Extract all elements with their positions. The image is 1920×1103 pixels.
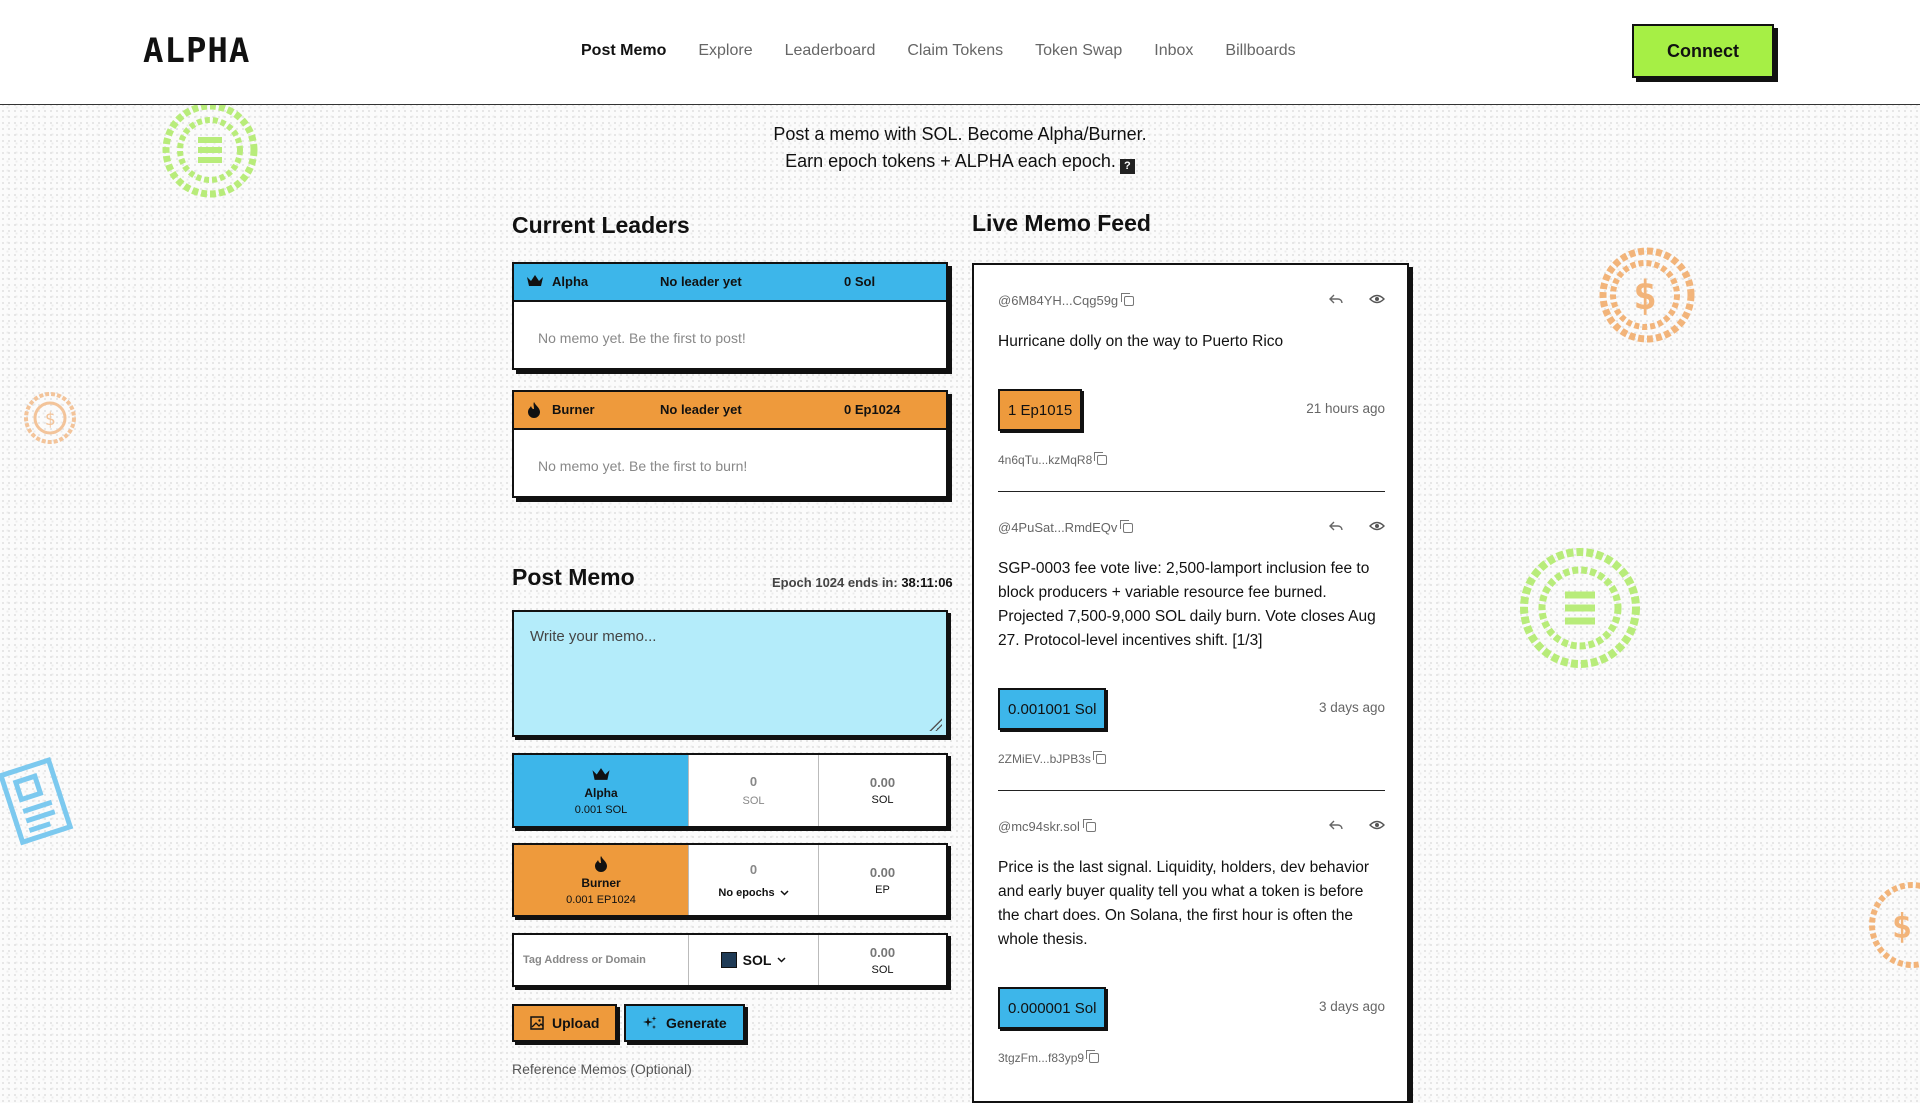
- post-author[interactable]: [998, 819, 1096, 834]
- nav-post-memo[interactable]: Post Memo: [581, 42, 667, 59]
- burner-min-amount: 0.001 EP1024: [566, 893, 636, 906]
- post-signature-value: 4n6qTu...kzMqR8: [998, 453, 1093, 467]
- alpha-total-unit: SOL: [871, 794, 894, 806]
- upload-button[interactable]: [512, 1004, 617, 1042]
- edge-orange-coin-icon: [1862, 880, 1920, 970]
- memo-placeholder: Write your memo...: [530, 628, 657, 645]
- burner-mode-label: Burner: [581, 875, 621, 890]
- tag-row: [512, 933, 948, 987]
- eye-icon[interactable]: [1369, 293, 1385, 305]
- nav-claim-tokens[interactable]: Claim Tokens: [907, 42, 1004, 59]
- burner-total-unit: EP: [875, 883, 890, 896]
- post-text: Hurricane dolly on the way to Puerto Rico: [998, 333, 1284, 350]
- svg-text:$: $: [1891, 907, 1913, 947]
- svg-text:$: $: [44, 409, 56, 430]
- main-nav: [581, 42, 1296, 60]
- orange-dollar-coin-icon: [1595, 245, 1705, 345]
- burner-total-value: 0.00: [869, 864, 896, 880]
- generate-button[interactable]: [624, 1004, 745, 1042]
- epochs-dropdown-label: No epochs: [718, 886, 775, 899]
- reference-memos-label: Reference Memos (Optional): [512, 1061, 692, 1077]
- tag-total: [819, 935, 946, 985]
- alpha-total: [819, 755, 946, 826]
- burner-amount-input[interactable]: [689, 845, 819, 915]
- large-green-coin-icon: [1515, 543, 1645, 673]
- eye-icon[interactable]: [1369, 520, 1385, 532]
- post-amount-badge: 1 Ep1015: [998, 389, 1082, 431]
- post-amount-badge: 0.001001 Sol: [998, 688, 1106, 730]
- chevron-down-icon: [780, 890, 789, 896]
- alpha-mode-label: Alpha: [584, 785, 618, 800]
- copy-icon[interactable]: [1096, 754, 1106, 764]
- nav-explore[interactable]: Explore: [698, 42, 753, 59]
- alpha-logo[interactable]: ALPHA: [143, 31, 251, 71]
- post-signature[interactable]: [998, 453, 1107, 467]
- blue-receipt-icon: [0, 750, 80, 860]
- post-signature-value: 3tgzFm...f83yp9: [998, 1051, 1085, 1065]
- alpha-leader-bar: [514, 264, 946, 302]
- nav-inbox[interactable]: Inbox: [1154, 42, 1194, 59]
- post-time: 3 days ago: [1318, 700, 1385, 715]
- burner-leader-card: [512, 390, 948, 498]
- burner-leader-amount: 0 Ep1024: [844, 402, 901, 417]
- alpha-leader-status: No leader yet: [660, 274, 742, 289]
- burner-mode-button[interactable]: [514, 845, 689, 915]
- post-signature[interactable]: [998, 1051, 1099, 1065]
- chevron-down-icon: [777, 957, 786, 963]
- post-amount-badge: 0.000001 Sol: [998, 987, 1106, 1029]
- copy-icon[interactable]: [1123, 523, 1133, 533]
- burner-leader-status: No leader yet: [660, 402, 742, 417]
- alpha-leader-amount: 0 Sol: [844, 274, 876, 289]
- resize-grip-icon[interactable]: [928, 717, 942, 731]
- reply-icon[interactable]: [1329, 293, 1343, 305]
- alpha-leader-card: [512, 262, 948, 370]
- alpha-mode-button[interactable]: [514, 755, 689, 826]
- help-icon[interactable]: ?: [1120, 159, 1135, 174]
- post-memo-title: Post Memo: [512, 564, 635, 590]
- nav-billboards[interactable]: Billboards: [1225, 42, 1296, 59]
- alpha-total-value: 0.00: [869, 775, 896, 790]
- tagline-line1: Post a memo with SOL. Become Alpha/Burner.: [773, 124, 1147, 144]
- post-author-handle: @6M84YH...Cqg59g: [998, 293, 1119, 308]
- upload-label: Upload: [552, 1015, 600, 1031]
- post-time: 3 days ago: [1318, 999, 1385, 1014]
- alpha-label: Alpha: [552, 274, 589, 289]
- epoch-countdown: [772, 575, 953, 590]
- copy-icon[interactable]: [1097, 455, 1107, 465]
- green-coin-icon: [160, 100, 260, 200]
- tagline-line2: [0, 151, 1920, 174]
- sol-token-icon: [721, 952, 737, 968]
- post-author[interactable]: [998, 520, 1133, 535]
- post-signature-value: 2ZMiEV...bJPB3s: [998, 752, 1091, 766]
- svg-text:$: $: [1632, 273, 1658, 319]
- memo-feed[interactable]: [972, 263, 1409, 1103]
- flame-icon: [526, 401, 542, 419]
- burner-label: Burner: [552, 402, 595, 417]
- alpha-amount-input[interactable]: [689, 755, 819, 826]
- post-actions: [1329, 520, 1385, 532]
- post-actions: [1329, 819, 1385, 831]
- alpha-leader-memo: No memo yet. Be the first to post!: [538, 330, 746, 346]
- post-text: SGP-0003 fee vote live: 2,500-lamport inclusion fee to block producers + variable resource fee burned. Projected 7,500-9,000 SOL daily burn. Vote closes Aug 27. Protocol-level incentives shift. [1/3]: [998, 560, 1376, 649]
- tag-total-value: 0.00: [869, 944, 896, 960]
- copy-icon[interactable]: [1086, 822, 1096, 832]
- post-signature[interactable]: [998, 752, 1106, 766]
- top-header: [0, 0, 1920, 105]
- burner-amount-value: 0: [749, 861, 758, 877]
- post-actions: [1329, 293, 1385, 305]
- tag-total-unit: SOL: [871, 963, 894, 976]
- generate-label: Generate: [666, 1015, 727, 1031]
- sparkle-icon: [642, 1015, 658, 1031]
- copy-icon[interactable]: [1089, 1053, 1099, 1063]
- nav-leaderboard[interactable]: Leaderboard: [784, 42, 876, 59]
- burner-total: [819, 845, 946, 915]
- post-author-handle: @mc94skr.sol: [998, 819, 1080, 834]
- nav-token-swap[interactable]: Token Swap: [1035, 42, 1123, 59]
- post-author-handle: @4PuSat...RmdEQv: [998, 520, 1118, 535]
- burner-leader-bar: [514, 392, 946, 430]
- flame-icon: [593, 855, 609, 873]
- epoch-time: 38:11:06: [901, 575, 953, 590]
- epoch-label: Epoch 1024 ends in:: [772, 575, 898, 590]
- post-divider: [998, 491, 1385, 492]
- current-leaders-title: Current Leaders: [512, 212, 690, 238]
- crown-icon: [591, 766, 611, 783]
- post-author[interactable]: [998, 293, 1134, 308]
- tag-address-input[interactable]: [514, 935, 689, 985]
- post-divider: [998, 790, 1385, 791]
- reply-icon[interactable]: [1329, 520, 1343, 532]
- token-select[interactable]: [689, 935, 819, 985]
- post-text: Price is the last signal. Liquidity, holders, dev behavior and early buyer quality tell you what a token is before the chart does. On Solana, the first hour is often the whole thesis.: [998, 859, 1370, 948]
- copy-icon[interactable]: [1124, 296, 1134, 306]
- reply-icon[interactable]: [1329, 819, 1343, 831]
- token-select-value: SOL: [742, 952, 772, 968]
- post-time: 21 hours ago: [1306, 401, 1385, 416]
- connect-button[interactable]: Connect: [1632, 24, 1774, 78]
- burner-leader-memo: No memo yet. Be the first to burn!: [538, 458, 748, 474]
- eye-icon[interactable]: [1369, 819, 1385, 831]
- alpha-amount-row: [512, 753, 948, 828]
- image-icon: [530, 1016, 544, 1030]
- alpha-amount-value: 0: [749, 774, 758, 789]
- alpha-min-amount: 0.001 SOL: [574, 803, 628, 816]
- crown-icon: [526, 273, 544, 289]
- epochs-dropdown[interactable]: [718, 887, 788, 899]
- small-orange-coin-icon: [22, 390, 78, 446]
- live-memo-feed-title: Live Memo Feed: [972, 210, 1151, 236]
- tagline-line2-text: Earn epoch tokens + ALPHA each epoch.: [785, 151, 1116, 171]
- alpha-amount-unit: SOL: [742, 795, 765, 807]
- tag-address-placeholder: Tag Address or Domain: [523, 954, 646, 966]
- burner-amount-row: [512, 843, 948, 917]
- memo-textarea[interactable]: [512, 610, 948, 737]
